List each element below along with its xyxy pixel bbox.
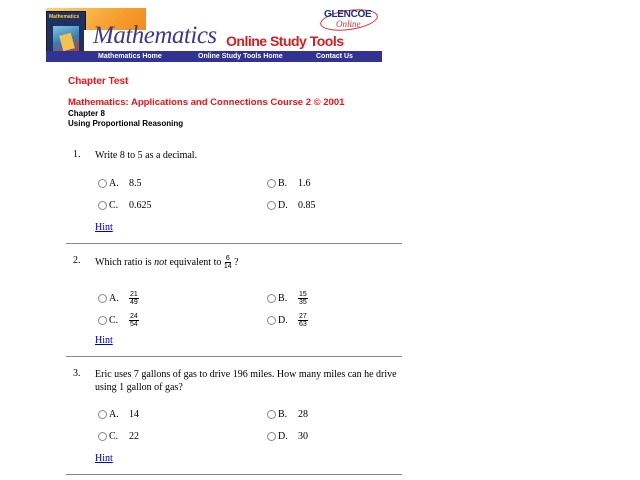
site-title: Mathematics	[93, 22, 217, 49]
radio-button[interactable]	[267, 432, 276, 441]
logo-brand: GLENCOE	[324, 9, 372, 20]
radio-button[interactable]	[267, 201, 276, 210]
option-3d[interactable]: D. 30	[267, 431, 308, 442]
radio-button[interactable]	[98, 201, 107, 210]
chapter-number: Chapter 8	[68, 109, 105, 118]
radio-button[interactable]	[98, 316, 107, 325]
option-1a[interactable]: A. 8.5	[98, 178, 142, 189]
option-3a[interactable]: A. 14	[98, 409, 139, 420]
nav-online-study-tools-home-link[interactable]: Online Study Tools Home	[198, 53, 283, 60]
hint-link[interactable]: Hint	[95, 222, 113, 233]
divider	[66, 243, 402, 244]
option-2c[interactable]: C. $\frac{24}{54}$	[98, 313, 139, 328]
hint-link[interactable]: Hint	[95, 453, 113, 464]
radio-button[interactable]	[267, 410, 276, 419]
option-2b[interactable]: B. $\frac{15}{35}$	[267, 291, 308, 306]
site-subtitle: Online Study Tools	[226, 33, 344, 49]
question-number: 2.	[73, 255, 81, 266]
option-3c[interactable]: C. 22	[98, 431, 139, 442]
nav-bar	[46, 51, 382, 62]
page-title: Chapter Test	[68, 76, 129, 87]
question-number: 1.	[73, 149, 81, 160]
option-1d[interactable]: D. 0.85	[267, 200, 316, 211]
course-title: Mathematics: Applications and Connections Course 2 © 2001	[68, 97, 345, 108]
question-text: Which ratio is not equivalent to $\frac{6}{14}$ ?	[95, 255, 239, 270]
radio-button[interactable]	[98, 432, 107, 441]
option-1b[interactable]: B. 1.6	[267, 178, 311, 189]
option-2a[interactable]: A. $\frac{21}{49}$	[98, 291, 139, 306]
book-cover-title: Mathematics	[49, 14, 80, 20]
radio-button[interactable]	[267, 179, 276, 188]
option-3b[interactable]: B. 28	[267, 409, 308, 420]
hint-link[interactable]: Hint	[95, 335, 113, 346]
glencoe-logo[interactable]	[314, 8, 382, 32]
radio-button[interactable]	[267, 316, 276, 325]
divider	[66, 474, 402, 475]
option-2d[interactable]: D. $\frac{27}{63}$	[267, 313, 308, 328]
question-text: Eric uses 7 gallons of gas to drive 196 miles. How many miles can he drive using 1 gallon of gas?	[95, 369, 397, 393]
radio-button[interactable]	[98, 410, 107, 419]
chapter-title: Using Proportional Reasoning	[68, 119, 184, 128]
question-text: Write 8 to 5 as a decimal.	[95, 150, 198, 161]
question-number: 3.	[73, 368, 81, 379]
radio-button[interactable]	[267, 294, 276, 303]
nav-mathematics-home-link[interactable]: Mathematics Home	[98, 53, 162, 60]
option-1c[interactable]: C. 0.625	[98, 200, 152, 211]
divider	[66, 356, 402, 357]
logo-tagline: Online	[336, 19, 361, 29]
radio-button[interactable]	[98, 294, 107, 303]
radio-button[interactable]	[98, 179, 107, 188]
nav-contact-us-link[interactable]: Contact Us	[316, 53, 353, 60]
